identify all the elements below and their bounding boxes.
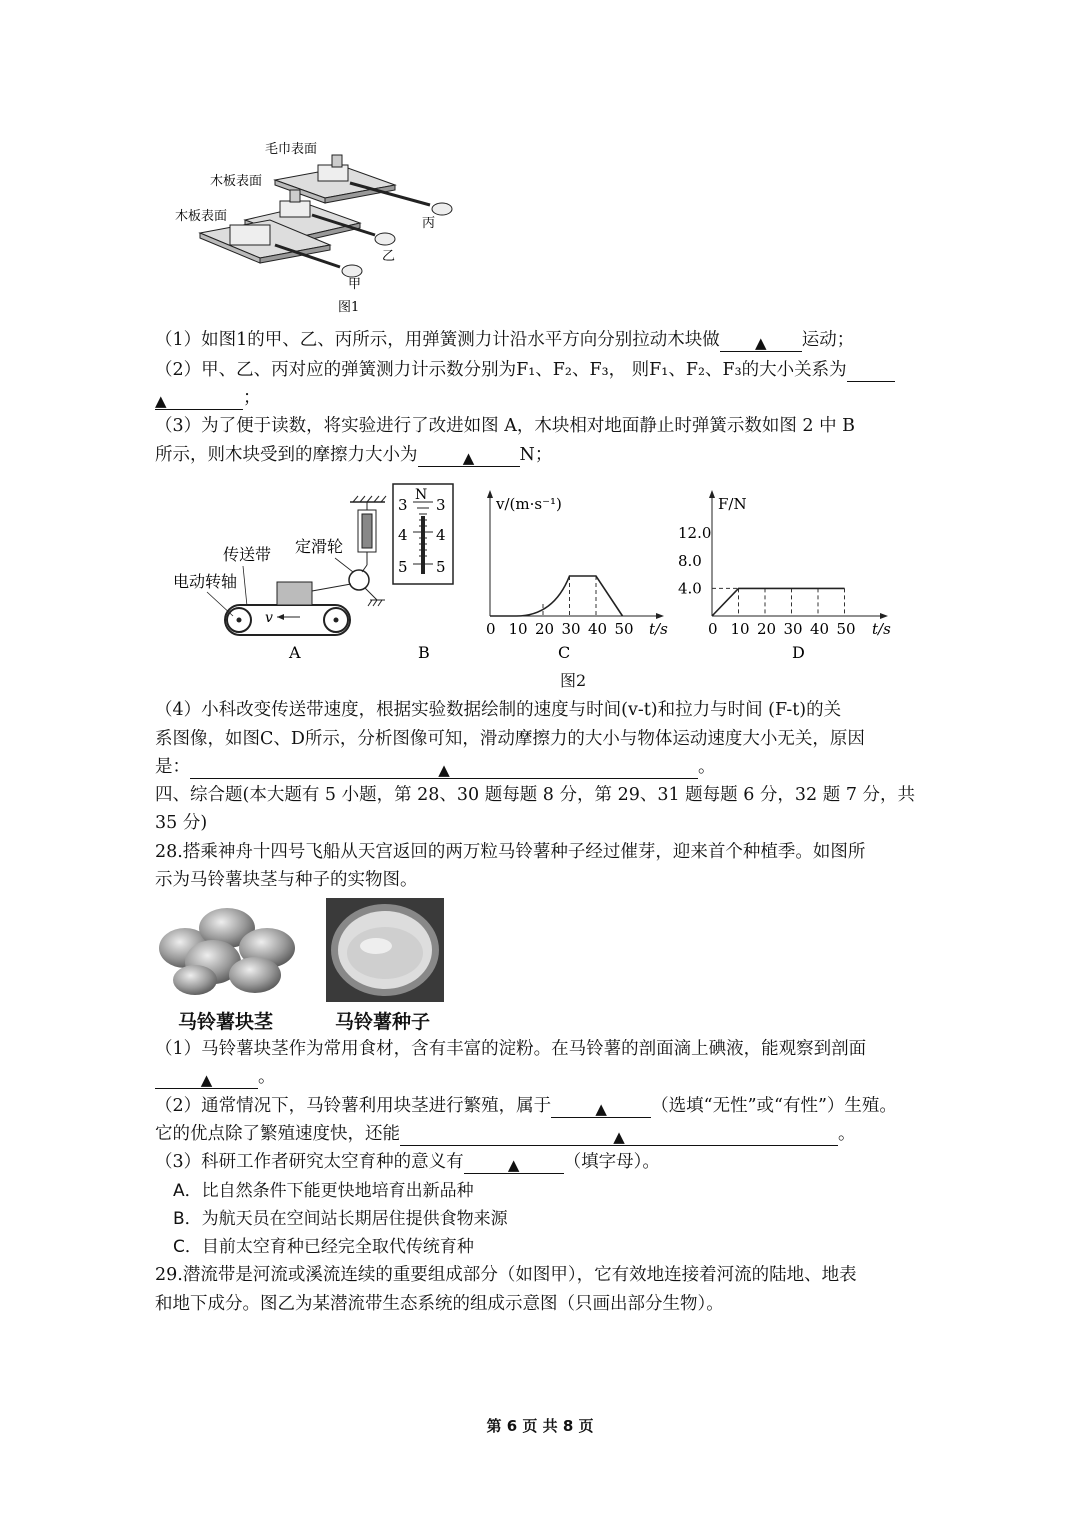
- q27-part2: （2）甲、乙、丙对应的弹簧测力计示数分别为F₁、F₂、F₃， 则F₁、F₂、F₃的大小关系为: [155, 358, 895, 382]
- x-tick-label: 20: [535, 620, 555, 638]
- x-tick-label: 40: [810, 620, 830, 638]
- chart-c-velocity: [478, 488, 678, 666]
- answer-blank[interactable]: ▲: [155, 1068, 258, 1089]
- photo2-caption: 马铃薯种子: [335, 1011, 431, 1033]
- chart-c-title: C: [558, 643, 571, 662]
- photo-potato-seeds: [326, 898, 444, 1002]
- fig2-sub-A: A: [289, 643, 301, 662]
- q27-part4-line3: 是： ▲ 。: [155, 757, 716, 779]
- q27-part4-line2: 系图像，如图C、D所示，分析图像可知，滑动摩擦力的大小与物体运动速度大小无关，原因: [155, 729, 865, 749]
- fig2-b-tick-left: 5: [398, 558, 408, 576]
- y-tick-label: 4.0: [678, 579, 702, 598]
- photo1-caption: 马铃薯块茎: [178, 1011, 274, 1033]
- q28-intro-line1: 28.搭乘神舟十四号飞船从天宫返回的两万粒马铃薯种子经过催芽，迎来首个种植季。如图所: [155, 842, 866, 862]
- fig2-caption: 图2: [560, 671, 587, 690]
- x-tick-label: 40: [588, 620, 608, 638]
- fig2-label-v: v: [265, 610, 273, 626]
- page-footer: 第 6 页 共 8 页: [486, 1417, 594, 1435]
- q28-option-c: C．目前太空育种已经完全取代传统育种: [173, 1237, 474, 1257]
- fig2-b-tick-right: 3: [436, 496, 446, 514]
- series-line: [490, 576, 623, 616]
- fig2-b-tick-right: 5: [436, 558, 446, 576]
- q27-part1: （1）如图1的甲、乙、丙所示，用弹簧测力计沿水平方向分别拉动木块做 ▲ 运动；: [155, 330, 855, 352]
- x-tick-label: 0: [486, 620, 496, 638]
- q27-part3-line1: （3）为了便于读数，将实验进行了改进如图 A，木块相对地面静止时弹簧示数如图 2 中 B: [155, 416, 856, 436]
- fig2-label-pulley: 定滑轮: [295, 537, 344, 556]
- figure-2-apparatus: [165, 480, 465, 665]
- x-tick-label: 30: [783, 620, 803, 638]
- x-tick-label: 10: [508, 620, 528, 638]
- section4-line2: 35 分): [155, 813, 208, 833]
- fig2-label-belt: 传送带: [223, 545, 272, 564]
- chart-d-xlabel: t/s: [872, 620, 891, 638]
- answer-blank[interactable]: [847, 361, 895, 382]
- answer-blank[interactable]: ▲: [551, 1097, 651, 1118]
- fig2-b-tick-left: 4: [398, 526, 408, 544]
- x-tick-label: 20: [757, 620, 777, 638]
- q28-option-b: B．为航天员在空间站长期居住提供食物来源: [173, 1209, 508, 1229]
- answer-blank[interactable]: ▲: [155, 389, 243, 410]
- q27-part4-line1: （4）小科改变传送带速度，根据实验数据绘制的速度与时间(v-t)和拉力与时间 (F-t)的关: [155, 700, 842, 720]
- q28-part2-line2: 它的优点除了繁殖速度快，还能 ▲ 。: [155, 1124, 856, 1146]
- fig1-label-bing: 丙: [422, 216, 436, 231]
- answer-blank[interactable]: ▲: [400, 1125, 838, 1146]
- series-line: [712, 588, 845, 616]
- x-tick-label: 50: [614, 620, 634, 638]
- fig2-b-tick-left: 3: [398, 496, 408, 514]
- answer-blank[interactable]: ▲: [720, 331, 802, 352]
- fig1-caption: 图1: [338, 300, 360, 315]
- q28-part3: （3）科研工作者研究太空育种的意义有 ▲ （填字母）。: [155, 1152, 660, 1174]
- fig1-label-towel: 毛巾表面: [265, 142, 318, 157]
- chart-c-ylabel: v/(m·s⁻¹): [496, 495, 562, 513]
- fig2-b-tick-right: 4: [436, 526, 446, 544]
- chart-c-xlabel: t/s: [649, 620, 668, 638]
- q27-part3-line2: 所示，则木块受到的摩擦力大小为 ▲ N；: [155, 445, 553, 467]
- y-tick-label: 8.0: [678, 551, 702, 570]
- fig1-label-jia: 甲: [348, 277, 362, 292]
- y-tick-label: 12.0: [678, 524, 712, 543]
- x-tick-label: 50: [836, 620, 856, 638]
- answer-blank[interactable]: ▲: [418, 446, 520, 467]
- figure-1: [160, 135, 480, 320]
- q28-option-a: A．比自然条件下能更快地培育出新品种: [173, 1181, 474, 1201]
- fig1-label-board-jia: 木板表面: [175, 209, 228, 224]
- fig1-label-yi: 乙: [382, 249, 396, 264]
- x-tick-label: 0: [708, 620, 718, 638]
- chart-d-force: [672, 488, 897, 666]
- x-tick-label: 10: [730, 620, 750, 638]
- q29-line2: 和地下成分。图乙为某潜流带生态系统的组成示意图（只画出部分生物）。: [155, 1294, 724, 1314]
- x-tick-label: 30: [561, 620, 581, 638]
- q28-part1-line2: ▲ 。: [155, 1065, 276, 1089]
- q28-part2-line1: （2）通常情况下，马铃薯利用块茎进行繁殖，属于 ▲ （选填“无性”或“有性”）生殖。: [155, 1096, 897, 1118]
- fig2-sub-B: B: [418, 643, 430, 662]
- answer-blank[interactable]: ▲: [190, 758, 698, 779]
- answer-blank[interactable]: ▲: [464, 1153, 564, 1174]
- chart-d-title: D: [792, 643, 805, 662]
- chart-d-ylabel: F/N: [718, 495, 747, 513]
- q28-part1-line1: （1）马铃薯块茎作为常用食材，含有丰富的淀粉。在马铃薯的剖面滴上碘液，能观察到剖面: [155, 1039, 867, 1059]
- q29-line1: 29.潜流带是河流或溪流连续的重要组成部分（如图甲），它有效地连接着河流的陆地、地表: [155, 1265, 857, 1285]
- section4-line1: 四、综合题(本大题有 5 小题，第 28、30 题每题 8 分，第 29、31 题每题 6 分，32 题 7 分，共: [155, 785, 916, 805]
- fig1-label-board-yi: 木板表面: [210, 174, 263, 189]
- photo-potato-tubers: [155, 900, 300, 998]
- fig2-label-axle: 电动转轴: [173, 572, 238, 591]
- q28-intro-line2: 示为马铃薯块茎与种子的实物图。: [155, 870, 418, 890]
- fig2-b-unit: N: [415, 487, 428, 503]
- q27-part2-cont: ▲ ；: [155, 388, 261, 410]
